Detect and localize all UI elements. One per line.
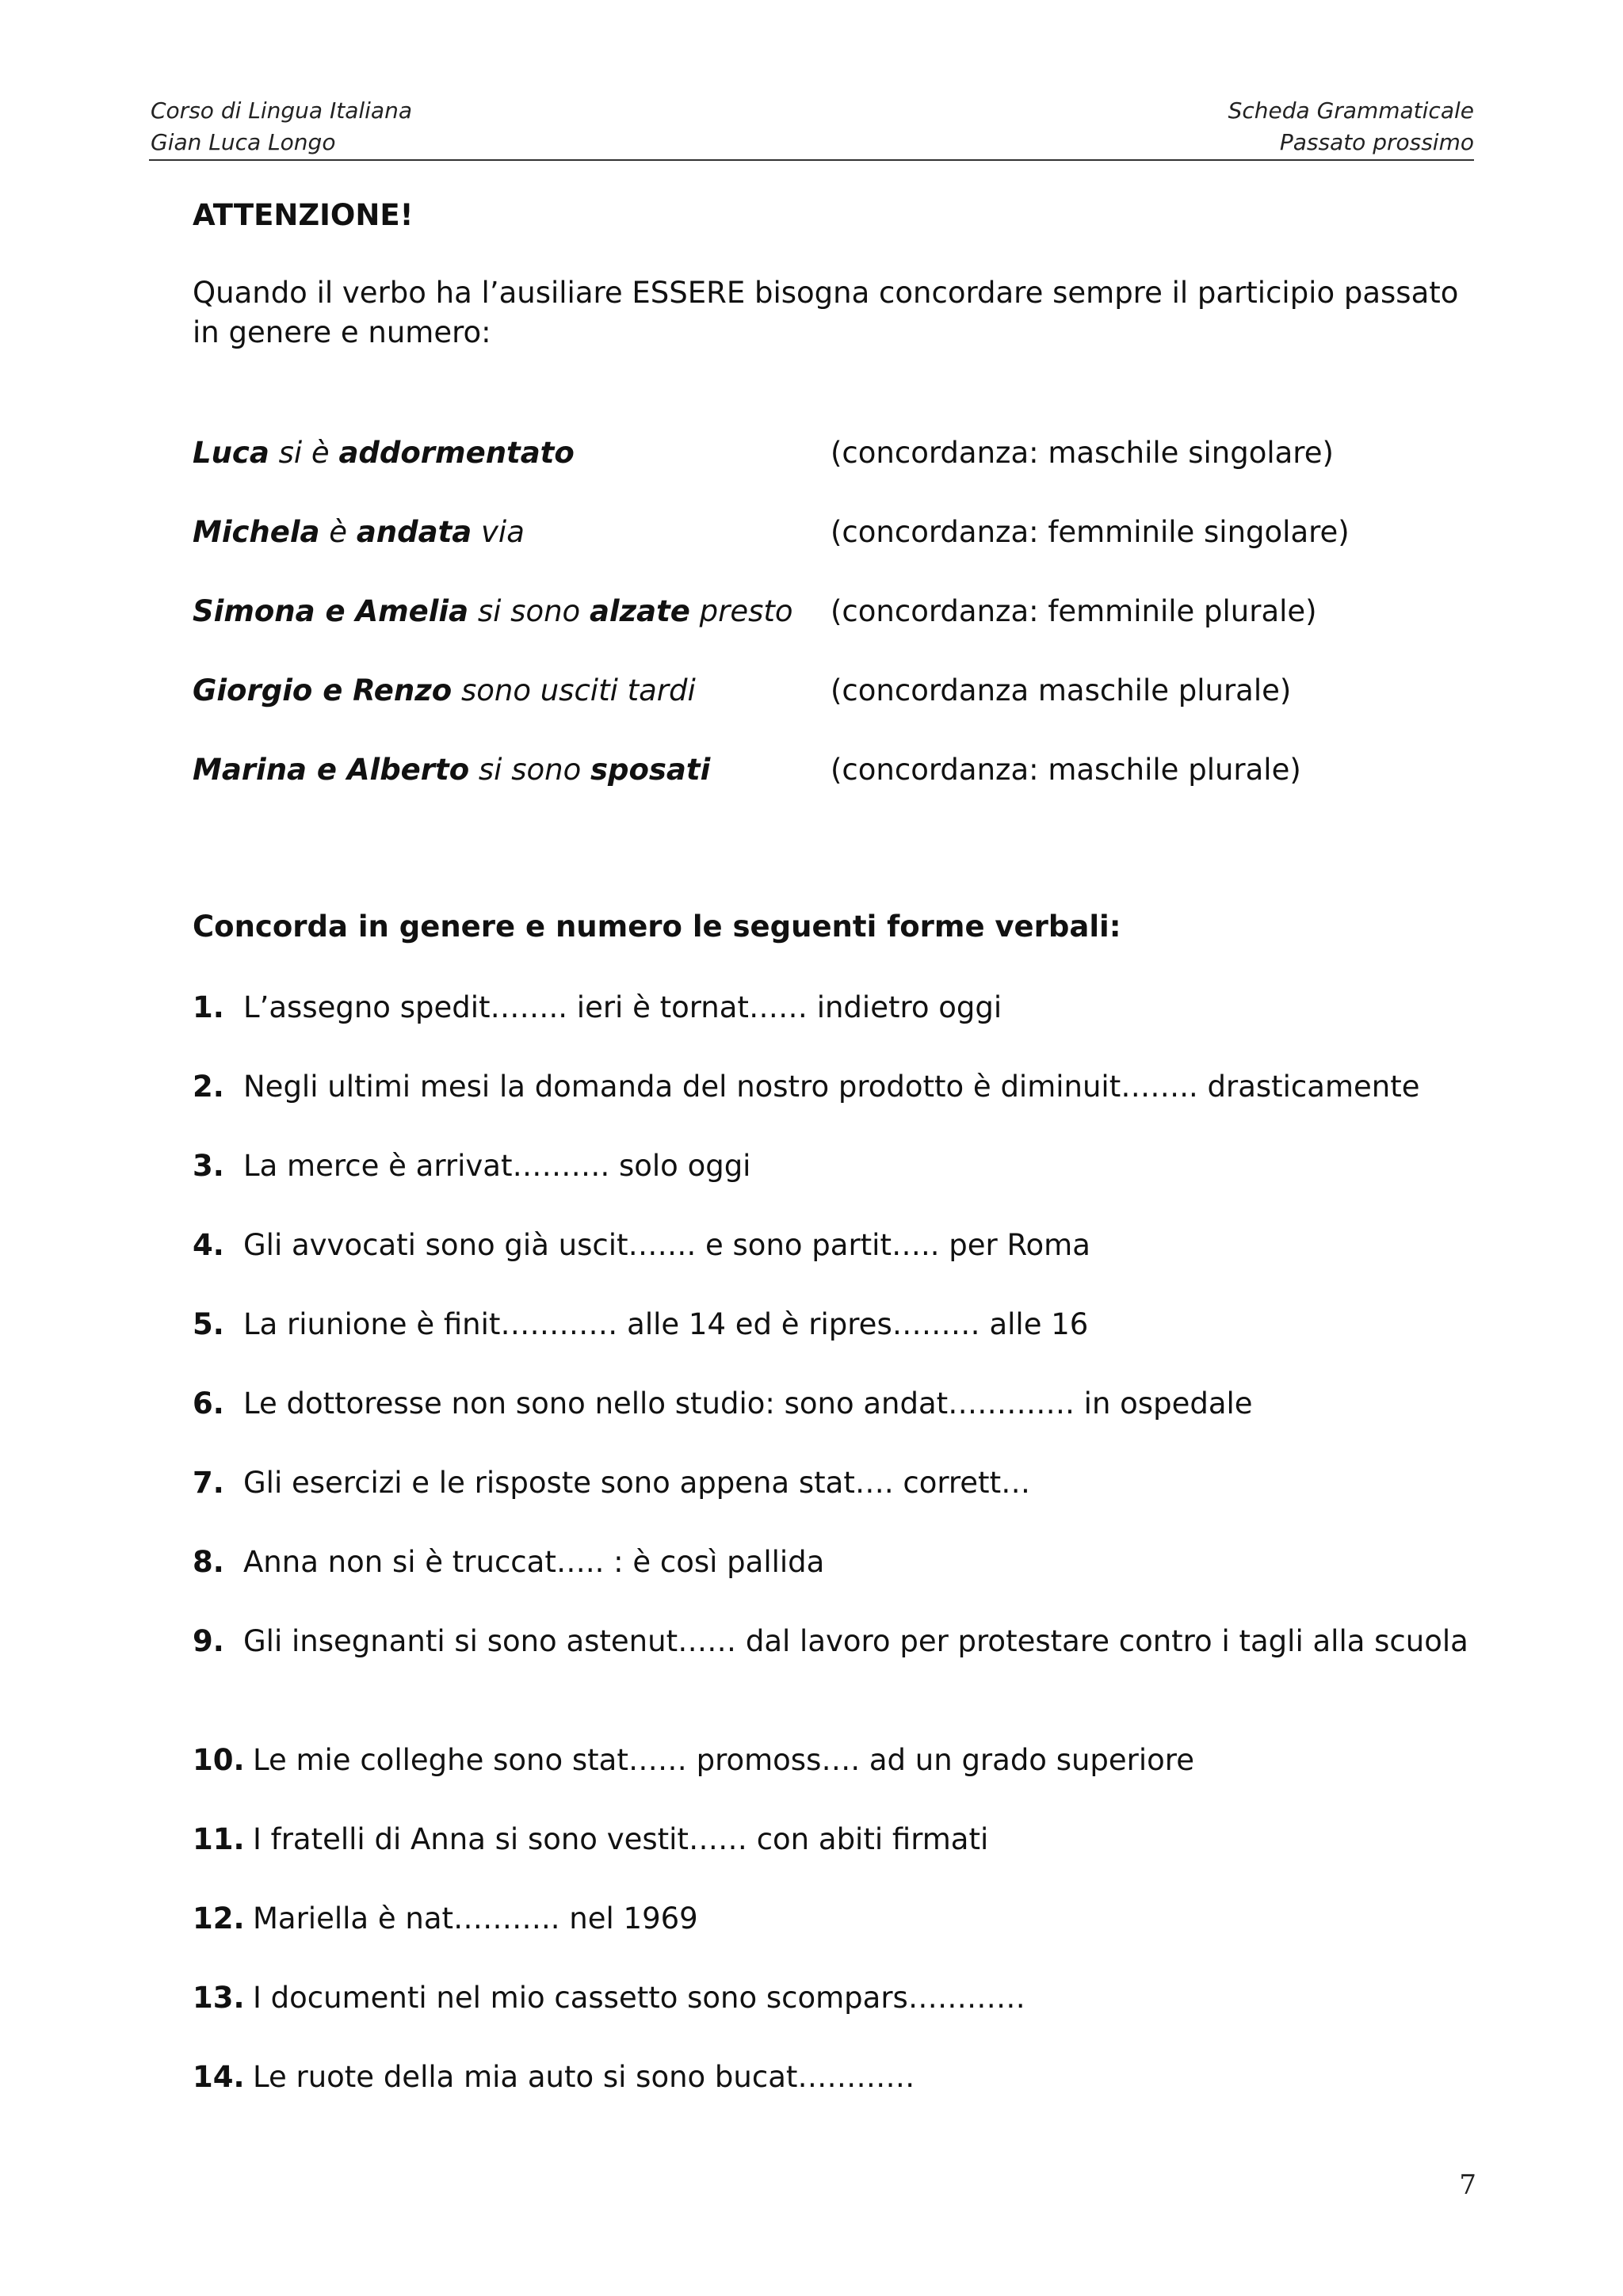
exercise-number: 11.	[193, 1822, 245, 1856]
example-sentence	[193, 433, 831, 473]
exercise-text: Negli ultimi mesi la domanda del nostro prodotto è diminuit…….. drasticamente	[243, 1070, 1420, 1104]
exercise-text: Gli avvocati sono già uscit……. e sono partit….. per Roma	[243, 1228, 1090, 1262]
example-row	[193, 433, 1334, 473]
page-title: ATTENZIONE!	[193, 198, 414, 232]
exercise-item	[193, 1463, 1476, 1503]
exercise-item	[193, 1226, 1476, 1265]
exercise-item	[193, 2058, 1476, 2097]
exercise-number: 5.	[193, 1307, 224, 1341]
example-text: via	[472, 515, 525, 549]
example-emphasis: Luca	[193, 436, 269, 470]
intro-paragraph: Quando il verbo ha l’ausiliare ESSERE bisogna concordare sempre il participio passato in genere e numero:	[193, 276, 1459, 349]
agreement-note: (concordanza: maschile singolare)	[831, 436, 1334, 470]
course-title: Corso di Lingua Italiana	[151, 97, 412, 124]
exercise-item	[193, 1146, 1476, 1186]
sheet-topic: Passato prossimo	[1279, 129, 1474, 155]
exercise-item	[193, 1622, 1476, 1661]
exercise-heading: Concorda in genere e numero le seguenti forme verbali:	[193, 910, 1121, 944]
exercise-text: La riunione è finit………… alle 14 ed è ripres……… alle 16	[243, 1307, 1089, 1341]
header-right	[1228, 95, 1474, 158]
exercise-item	[193, 1543, 1476, 1582]
example-text: si sono	[468, 594, 590, 628]
exercise-item	[193, 1741, 1476, 1780]
example-emphasis: Marina e Alberto	[193, 753, 470, 787]
example-text: presto	[689, 594, 793, 628]
exercise-number: 13.	[193, 1981, 245, 2015]
exercise-number: 1.	[193, 990, 224, 1024]
exercise-number: 7.	[193, 1466, 224, 1500]
example-row	[193, 750, 1301, 790]
exercise-text: La merce è arrivat………. solo oggi	[243, 1149, 751, 1183]
exercise-text: L’assegno spedit…….. ieri è tornat…… indietro oggi	[243, 990, 1002, 1024]
exercise-text: Gli insegnanti si sono astenut…… dal lavoro per protestare contro i tagli alla scuola	[243, 1624, 1468, 1658]
example-row	[193, 671, 1292, 711]
exercise-text: Le dottoresse non sono nello studio: sono andat…………. in ospedale	[243, 1386, 1253, 1421]
exercise-number: 10.	[193, 1743, 245, 1777]
agreement-note: (concordanza: maschile plurale)	[831, 753, 1301, 787]
exercise-text: Mariella è nat……….. nel 1969	[253, 1901, 698, 1936]
agreement-note: (concordanza: femminile singolare)	[831, 515, 1350, 549]
exercise-item	[193, 1978, 1476, 2018]
exercise-text: Le mie colleghe sono stat…… promoss…. ad un grado superiore	[253, 1743, 1194, 1777]
exercise-item	[193, 1820, 1476, 1859]
example-text: sono usciti tardi	[452, 673, 696, 707]
exercise-text: Anna non si è truccat….. : è così pallida	[243, 1545, 825, 1579]
example-emphasis: Michela	[193, 515, 320, 549]
example-sentence	[193, 513, 831, 552]
author-name: Gian Luca Longo	[151, 129, 336, 155]
exercise-number: 14.	[193, 2060, 245, 2094]
exercise-item	[193, 1067, 1476, 1107]
exercise-number: 12.	[193, 1901, 245, 1936]
exercise-text: Le ruote della mia auto si sono bucat…………	[253, 2060, 915, 2094]
example-emphasis: Simona e Amelia	[193, 594, 469, 628]
example-emphasis: sposati	[590, 753, 711, 787]
example-row	[193, 513, 1350, 552]
header-left	[151, 95, 412, 158]
agreement-note: (concordanza: femminile plurale)	[831, 594, 1317, 628]
example-emphasis: andata	[356, 515, 472, 549]
exercise-number: 4.	[193, 1228, 224, 1262]
exercise-item	[193, 1384, 1476, 1424]
exercise-number: 8.	[193, 1545, 224, 1579]
example-sentence	[193, 750, 831, 790]
example-sentence	[193, 671, 831, 711]
exercise-number: 2.	[193, 1070, 224, 1104]
exercise-text: I fratelli di Anna si sono vestit…… con abiti firmati	[253, 1822, 989, 1856]
exercise-text: Gli esercizi e le risposte sono appena stat…. corrett…	[243, 1466, 1031, 1500]
exercise-item	[193, 1305, 1476, 1344]
example-text: si sono	[469, 753, 590, 787]
example-emphasis: Giorgio e Renzo	[193, 673, 453, 707]
exercise-text: I documenti nel mio cassetto sono scompars…………	[253, 1981, 1025, 2015]
exercise-item	[193, 988, 1476, 1028]
example-sentence	[193, 592, 831, 631]
sheet-type: Scheda Grammaticale	[1228, 97, 1474, 124]
example-text: si è	[269, 436, 339, 470]
exercise-number: 3.	[193, 1149, 224, 1183]
page-number: 7	[1459, 2169, 1476, 2201]
exercise-number: 9.	[193, 1624, 224, 1658]
agreement-note: (concordanza maschile plurale)	[831, 673, 1292, 707]
exercise-item	[193, 1899, 1476, 1939]
example-text: è	[319, 515, 357, 549]
example-emphasis: alzate	[589, 594, 690, 628]
header-divider	[149, 159, 1474, 161]
example-emphasis: addormentato	[338, 436, 575, 470]
exercise-number: 6.	[193, 1386, 224, 1421]
example-row	[193, 592, 1317, 631]
